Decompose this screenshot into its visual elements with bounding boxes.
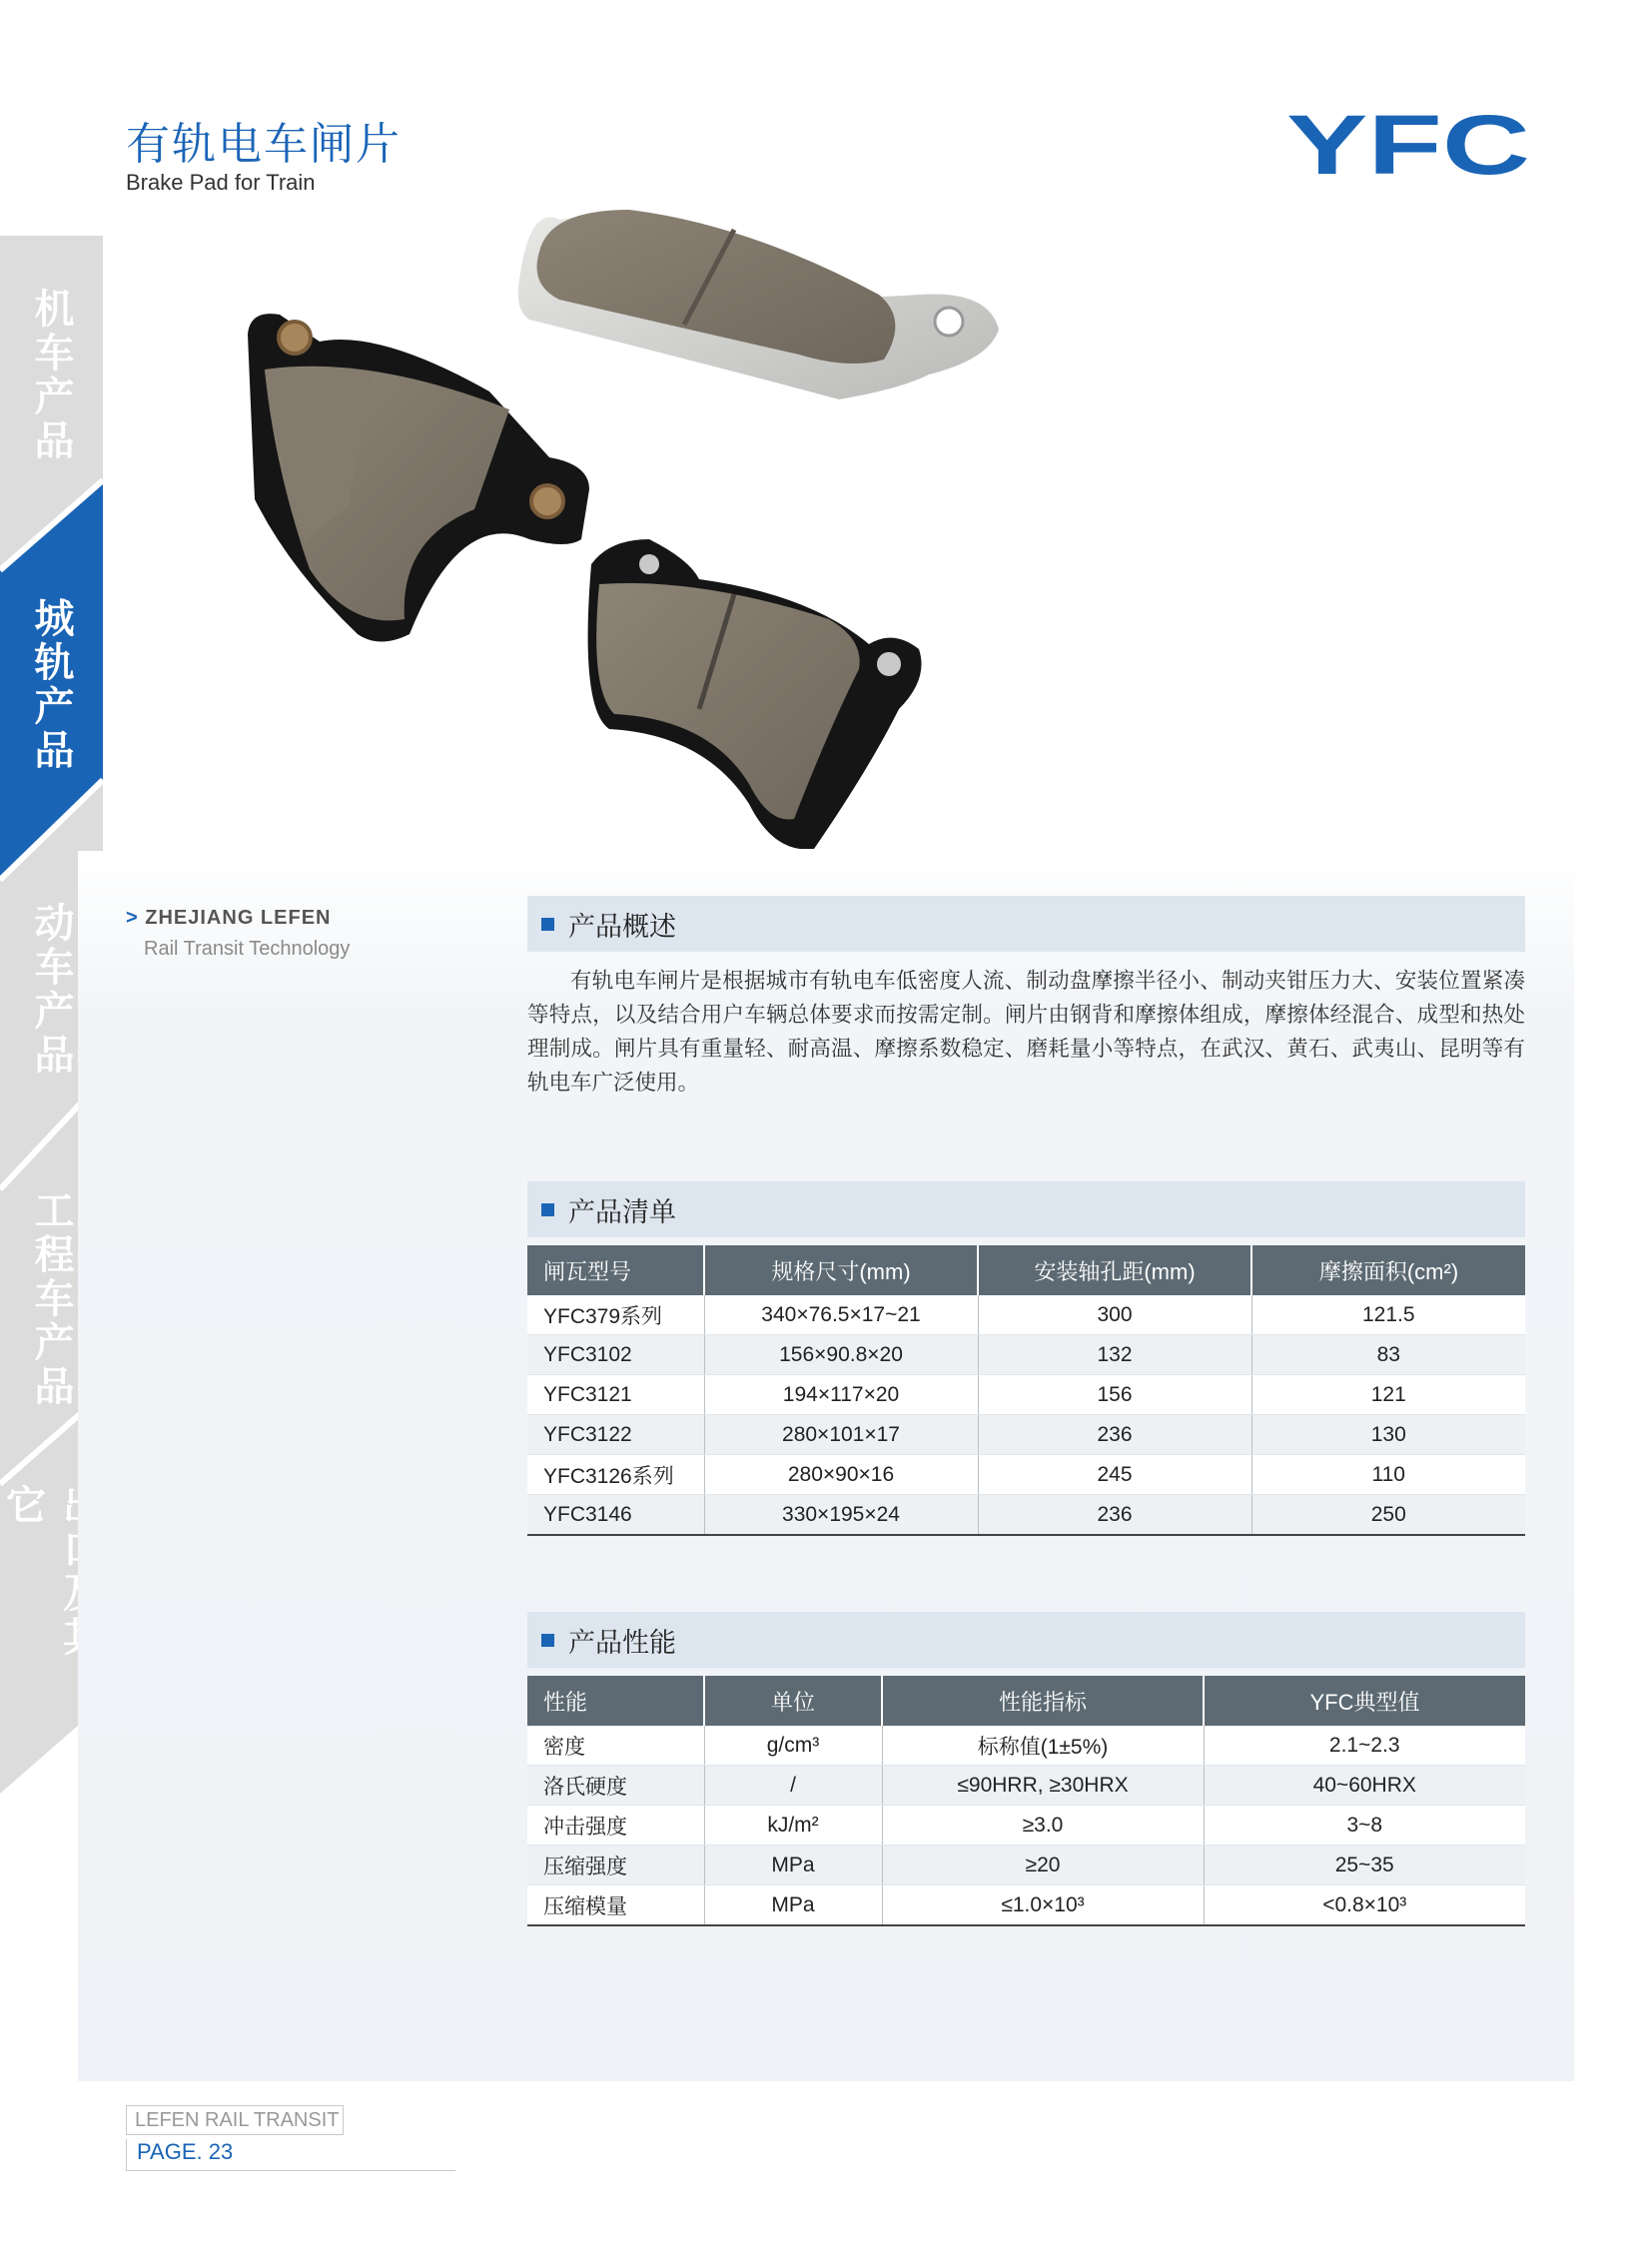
- section-product-list-title: 产品清单: [568, 1196, 676, 1228]
- table-cell: 3~8: [1204, 1806, 1525, 1846]
- company-name: ZHEJIANG LEFEN: [145, 907, 332, 929]
- table-cell: YFC3121: [527, 1375, 704, 1415]
- product-photo: [230, 210, 1428, 849]
- table-cell: 132: [978, 1335, 1251, 1375]
- table-cell: ≥20: [882, 1846, 1204, 1885]
- column-header: 性能: [527, 1676, 704, 1726]
- table-cell: g/cm³: [704, 1726, 882, 1766]
- table-cell: 340×76.5×17~21: [704, 1295, 978, 1335]
- overview-paragraph: 有轨电车闸片是根据城市有轨电车低密度人流、制动盘摩擦半径小、制动夹钳压力大、安装位置紧凑等特点，以及结合用户车辆总体要求而按需定制。闸片由钢背和摩擦体组成，摩擦体经混合、成型和热处理制成。闸片具有重量轻、耐高温、摩擦系数稳定、磨耗量小等特点，在武汉、黄石、武夷山、昆明等有轨电车广泛使用。: [527, 969, 1525, 1096]
- bullet-square-icon: [541, 1634, 554, 1647]
- table-row: [527, 1766, 1525, 1806]
- table-cell: 标称值(1±5%): [882, 1726, 1204, 1766]
- table-cell: 236: [978, 1495, 1251, 1536]
- table-cell: YFC3126系列: [527, 1455, 704, 1495]
- table-cell: 280×101×17: [704, 1415, 978, 1455]
- table-cell: 洛氏硬度: [527, 1766, 704, 1806]
- table-cell: 冲击强度: [527, 1806, 704, 1846]
- table-cell: YFC3146: [527, 1495, 704, 1536]
- section-performance-title: 产品性能: [568, 1627, 676, 1659]
- column-header: 闸瓦型号: [527, 1245, 704, 1295]
- column-header: 规格尺寸(mm): [704, 1245, 978, 1295]
- performance-table: [527, 1676, 1525, 1926]
- table-cell: MPa: [704, 1846, 882, 1885]
- table-cell: YFC379系列: [527, 1295, 704, 1335]
- product-list-table: [527, 1245, 1525, 1536]
- sidebar-item-locomotive[interactable]: 机车产品: [28, 288, 74, 463]
- table-row: [527, 1375, 1525, 1415]
- table-cell: 压缩模量: [527, 1885, 704, 1926]
- yfc-logo: [1286, 104, 1530, 182]
- table-cell: 156: [978, 1375, 1251, 1415]
- section-overview-header: [527, 896, 1525, 952]
- footer-brand: LEFEN RAIL TRANSIT: [126, 2105, 344, 2135]
- logo-text: YFC: [1286, 104, 1530, 182]
- table-cell: 40~60HRX: [1204, 1766, 1525, 1806]
- table-cell: kJ/m²: [704, 1806, 882, 1846]
- table-cell: YFC3122: [527, 1415, 704, 1455]
- bullet-square-icon: [541, 918, 554, 931]
- page-number: PAGE. 23: [126, 2139, 455, 2171]
- table-cell: 156×90.8×20: [704, 1335, 978, 1375]
- sidebar-item-export[interactable]: 它: [0, 1484, 46, 1528]
- table-cell: /: [704, 1766, 882, 1806]
- table-cell: 密度: [527, 1726, 704, 1766]
- section-performance-header: [527, 1612, 1525, 1668]
- table-cell: 130: [1251, 1415, 1525, 1455]
- column-header: 单位: [704, 1676, 882, 1726]
- page-title: 有轨电车闸片: [126, 119, 402, 170]
- table-header-row: [527, 1245, 1525, 1295]
- column-header: YFC典型值: [1204, 1676, 1525, 1726]
- table-cell: 236: [978, 1415, 1251, 1455]
- table-cell: 250: [1251, 1495, 1525, 1536]
- table-cell: 压缩强度: [527, 1846, 704, 1885]
- section-overview-title: 产品概述: [568, 911, 676, 943]
- table-cell: 121: [1251, 1375, 1525, 1415]
- column-header: 摩擦面积(cm²): [1251, 1245, 1525, 1295]
- page-subtitle: Brake Pad for Train: [126, 170, 316, 195]
- arrow-icon: >: [126, 907, 139, 929]
- table-cell: MPa: [704, 1885, 882, 1926]
- bullet-square-icon: [541, 1203, 554, 1216]
- sidebar-item-engineering[interactable]: 工程车产品: [28, 1189, 74, 1409]
- table-cell: ≥3.0: [882, 1806, 1204, 1846]
- table-row: [527, 1726, 1525, 1766]
- company-subtitle: Rail Transit Technology: [144, 938, 351, 960]
- column-header: 安装轴孔距(mm): [978, 1245, 1251, 1295]
- table-cell: 280×90×16: [704, 1455, 978, 1495]
- table-row: [527, 1846, 1525, 1885]
- table-cell: 110: [1251, 1455, 1525, 1495]
- table-cell: 245: [978, 1455, 1251, 1495]
- table-cell: 25~35: [1204, 1846, 1525, 1885]
- table-cell: 2.1~2.3: [1204, 1726, 1525, 1766]
- table-row: [527, 1885, 1525, 1926]
- table-cell: ≤90HRR, ≥30HRX: [882, 1766, 1204, 1806]
- table-row: [527, 1455, 1525, 1495]
- table-cell: 83: [1251, 1335, 1525, 1375]
- table-row: [527, 1295, 1525, 1335]
- column-header: 性能指标: [882, 1676, 1204, 1726]
- table-cell: <0.8×10³: [1204, 1885, 1525, 1926]
- table-row: [527, 1495, 1525, 1536]
- brake-pad-small: [588, 539, 922, 849]
- sidebar-item-urban-rail[interactable]: 城轨产品: [28, 597, 74, 773]
- table-cell: 300: [978, 1295, 1251, 1335]
- table-row: [527, 1335, 1525, 1375]
- table-cell: ≤1.0×10³: [882, 1885, 1204, 1926]
- brake-pad-steel: [518, 210, 999, 399]
- table-cell: 330×195×24: [704, 1495, 978, 1536]
- table-cell: 121.5: [1251, 1295, 1525, 1335]
- table-cell: YFC3102: [527, 1335, 704, 1375]
- table-row: [527, 1415, 1525, 1455]
- company-tag: [126, 907, 350, 961]
- table-cell: 194×117×20: [704, 1375, 978, 1415]
- table-header-row: [527, 1676, 1525, 1726]
- table-row: [527, 1806, 1525, 1846]
- section-product-list-header: [527, 1181, 1525, 1237]
- brake-pad-left: [248, 314, 589, 641]
- sidebar-item-emu[interactable]: 动车产品: [28, 902, 74, 1078]
